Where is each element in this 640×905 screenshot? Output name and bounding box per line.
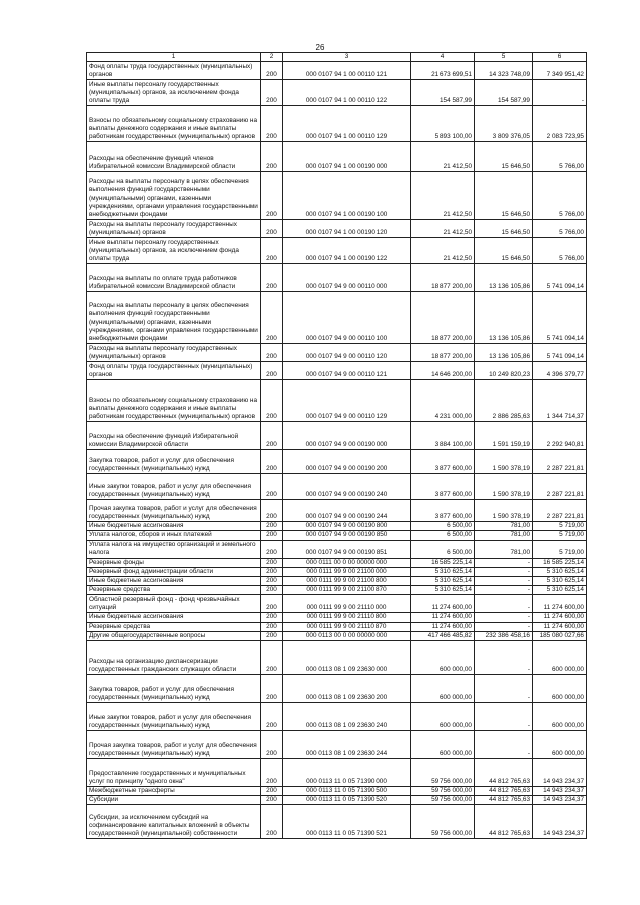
row-name-cell: Расходы на выплаты персоналу в целях обеспечения выполнения функций государственными (муниципальными) органами, казенными учреждениями, органами управления государственными внебюджетными фондами (87, 172, 261, 220)
row-code-cell: 000 0113 11 0 05 71390 521 (283, 805, 411, 839)
row-approved-cell: 21 412,50 (411, 238, 475, 264)
row-executed-cell: - (475, 675, 533, 703)
row-executed-cell: 15 646,50 (475, 220, 533, 238)
row-executed-cell: 2 886 285,63 (475, 380, 533, 422)
table-row (87, 613, 587, 622)
row-code-cell: 000 0107 94 9 00 00110 121 (283, 362, 411, 380)
row-approved-cell: 154 587,99 (411, 80, 475, 106)
row-ved-cell: 200 (261, 172, 283, 220)
row-executed-cell: - (475, 595, 533, 613)
row-name-cell: Уплата налогов, сборов и иных платежей (87, 531, 261, 540)
row-approved-cell: 6 500,00 (411, 531, 475, 540)
row-remaining-cell: 185 080 027,66 (533, 631, 587, 640)
row-executed-cell: 15 646,50 (475, 238, 533, 264)
row-executed-cell: 44 812 765,63 (475, 787, 533, 796)
row-ved-cell: 200 (261, 641, 283, 675)
row-remaining-cell: 5 766,00 (533, 172, 587, 220)
row-code-cell: 000 0111 99 9 00 21110 800 (283, 613, 411, 622)
row-approved-cell: 3 884 100,00 (411, 422, 475, 450)
table-row (87, 172, 587, 220)
row-executed-cell: - (475, 586, 533, 595)
row-approved-cell: 14 646 200,00 (411, 362, 475, 380)
row-name-cell: Иные закупки товаров, работ и услуг для обеспечения государственных (муниципальных) нужд (87, 474, 261, 500)
row-code-cell: 000 0107 94 1 00 00190 120 (283, 220, 411, 238)
row-name-cell: Фонд оплаты труда государственных (муниципальных) органов (87, 362, 261, 380)
row-name-cell: Расходы на обеспечение функций Избирательной комиссии Владимирской области (87, 422, 261, 450)
row-ved-cell: 200 (261, 142, 283, 172)
table-row (87, 577, 587, 586)
row-remaining-cell: - (533, 80, 587, 106)
row-remaining-cell: 5 741 094,14 (533, 292, 587, 344)
row-remaining-cell: 11 274 600,00 (533, 613, 587, 622)
table-row (87, 380, 587, 422)
row-ved-cell: 200 (261, 522, 283, 531)
row-executed-cell: 1 590 378,19 (475, 474, 533, 500)
table-row (87, 238, 587, 264)
row-name-cell: Резервные фонды (87, 558, 261, 567)
row-ved-cell: 200 (261, 613, 283, 622)
row-executed-cell: - (475, 731, 533, 759)
row-approved-cell: 21 412,50 (411, 142, 475, 172)
row-name-cell: Расходы на выплаты персоналу в целях обеспечения выполнения функций государственными (муниципальными) органами, казенными учреждениями, органами управления государственными внебюджетными фондами (87, 292, 261, 344)
row-approved-cell: 11 274 600,00 (411, 613, 475, 622)
row-name-cell: Субсидии, за исключением субсидий на софинансирование капитальных вложений в объекты государственной (муниципальной) собственности (87, 805, 261, 839)
row-code-cell: 000 0111 99 9 00 21100 000 (283, 567, 411, 576)
table-body (87, 62, 587, 839)
row-executed-cell: - (475, 703, 533, 731)
row-remaining-cell: 5 719,00 (533, 522, 587, 531)
row-remaining-cell: 14 943 234,37 (533, 796, 587, 805)
table-row (87, 106, 587, 142)
row-approved-cell: 600 000,00 (411, 731, 475, 759)
row-name-cell: Иные бюджетные ассигнования (87, 522, 261, 531)
row-ved-cell: 200 (261, 238, 283, 264)
row-executed-cell: 44 812 765,63 (475, 805, 533, 839)
row-ved-cell: 200 (261, 796, 283, 805)
table-row (87, 622, 587, 631)
row-ved-cell: 200 (261, 586, 283, 595)
row-code-cell: 000 0111 00 0 00 00000 000 (283, 558, 411, 567)
row-code-cell: 000 0107 94 9 00 00190 200 (283, 450, 411, 474)
row-approved-cell: 16 585 225,14 (411, 558, 475, 567)
row-code-cell: 000 0113 08 1 09 23630 200 (283, 675, 411, 703)
row-approved-cell: 6 500,00 (411, 540, 475, 558)
row-executed-cell: - (475, 641, 533, 675)
table-row (87, 703, 587, 731)
row-approved-cell: 600 000,00 (411, 703, 475, 731)
table-row (87, 641, 587, 675)
row-code-cell: 000 0113 11 0 05 71390 500 (283, 787, 411, 796)
row-ved-cell: 200 (261, 540, 283, 558)
table-row (87, 796, 587, 805)
row-approved-cell: 59 756 000,00 (411, 759, 475, 787)
row-remaining-cell: 16 585 225,14 (533, 558, 587, 567)
row-remaining-cell: 5 741 094,14 (533, 344, 587, 362)
table-row (87, 586, 587, 595)
row-ved-cell: 200 (261, 675, 283, 703)
table-row (87, 522, 587, 531)
row-ved-cell: 200 (261, 622, 283, 631)
row-executed-cell: 13 136 105,86 (475, 292, 533, 344)
row-remaining-cell: 600 000,00 (533, 675, 587, 703)
table-row (87, 344, 587, 362)
row-code-cell: 000 0107 94 9 00 00110 129 (283, 380, 411, 422)
table-row (87, 631, 587, 640)
row-approved-cell: 18 877 200,00 (411, 344, 475, 362)
row-approved-cell: 600 000,00 (411, 641, 475, 675)
row-ved-cell: 200 (261, 787, 283, 796)
row-name-cell: Расходы на выплаты персоналу государственных (муниципальных) органов (87, 220, 261, 238)
row-remaining-cell: 2 287 221,81 (533, 450, 587, 474)
row-code-cell: 000 0113 00 0 00 00000 000 (283, 631, 411, 640)
row-code-cell: 000 0107 94 9 00 00190 850 (283, 531, 411, 540)
row-approved-cell: 11 274 600,00 (411, 622, 475, 631)
row-name-cell: Расходы на организацию диспансеризации государственных гражданских служащих области (87, 641, 261, 675)
row-name-cell: Другие общегосударственные вопросы (87, 631, 261, 640)
page-number: 26 (315, 43, 325, 52)
row-name-cell: Взносы по обязательному социальному страхованию на выплаты денежного содержания и иные выплаты работникам государственных (муниципальных) органов (87, 380, 261, 422)
row-code-cell: 000 0107 94 9 00 00190 800 (283, 522, 411, 531)
row-ved-cell: 200 (261, 595, 283, 613)
row-executed-cell: 15 646,50 (475, 172, 533, 220)
row-remaining-cell: 5 310 625,14 (533, 577, 587, 586)
table-row (87, 567, 587, 576)
row-approved-cell: 11 274 600,00 (411, 595, 475, 613)
row-name-cell: Фонд оплаты труда государственных (муниципальных) органов (87, 62, 261, 80)
row-executed-cell: - (475, 613, 533, 622)
row-name-cell: Прочая закупка товаров, работ и услуг для обеспечения государственных (муниципальных) нужд (87, 500, 261, 522)
row-name-cell: Резервный фонд администрации области (87, 567, 261, 576)
column-header: 5 (475, 53, 533, 62)
table-row (87, 787, 587, 796)
row-ved-cell: 200 (261, 759, 283, 787)
row-code-cell: 000 0107 94 9 00 00110 100 (283, 292, 411, 344)
row-code-cell: 000 0107 94 9 00 00190 240 (283, 474, 411, 500)
row-code-cell: 000 0107 94 1 00 00110 122 (283, 80, 411, 106)
row-remaining-cell: 11 274 600,00 (533, 622, 587, 631)
budget-execution-table (86, 52, 587, 839)
row-remaining-cell: 2 287 221,81 (533, 474, 587, 500)
row-ved-cell: 200 (261, 500, 283, 522)
row-approved-cell: 6 500,00 (411, 522, 475, 531)
row-approved-cell: 59 756 000,00 (411, 787, 475, 796)
table-row (87, 264, 587, 292)
row-code-cell: 000 0107 94 9 00 00190 244 (283, 500, 411, 522)
row-remaining-cell: 2 287 221,81 (533, 500, 587, 522)
column-header: 1 (87, 53, 261, 62)
row-name-cell: Расходы на обеспечение функций членов Избирательной комиссии Владимирской области (87, 142, 261, 172)
row-remaining-cell: 14 943 234,37 (533, 759, 587, 787)
row-ved-cell: 200 (261, 731, 283, 759)
row-name-cell: Иные закупки товаров, работ и услуг для обеспечения государственных (муниципальных) нужд (87, 703, 261, 731)
row-approved-cell: 18 877 200,00 (411, 264, 475, 292)
row-name-cell: Иные выплаты персоналу государственных (муниципальных) органов, за исключением фонда оплаты труда (87, 80, 261, 106)
row-name-cell: Закупка товаров, работ и услуг для обеспечения государственных (муниципальных) нужд (87, 675, 261, 703)
row-code-cell: 000 0111 99 9 00 21110 000 (283, 595, 411, 613)
row-code-cell: 000 0111 99 9 00 21110 870 (283, 622, 411, 631)
row-executed-cell: 13 136 105,86 (475, 344, 533, 362)
row-name-cell: Резервные средства (87, 586, 261, 595)
row-ved-cell: 200 (261, 106, 283, 142)
row-code-cell: 000 0107 94 9 00 00110 000 (283, 264, 411, 292)
row-ved-cell: 200 (261, 531, 283, 540)
row-remaining-cell: 600 000,00 (533, 703, 587, 731)
table-row (87, 292, 587, 344)
row-name-cell: Расходы на выплаты персоналу государственных (муниципальных) органов (87, 344, 261, 362)
table-row (87, 422, 587, 450)
row-name-cell: Резервные средства (87, 622, 261, 631)
row-executed-cell: 781,00 (475, 522, 533, 531)
table-header-row (87, 53, 587, 62)
row-name-cell: Предоставление государственных и муниципальных услуг по принципу "одного окна" (87, 759, 261, 787)
row-code-cell: 000 0107 94 1 00 00110 121 (283, 62, 411, 80)
row-executed-cell: 10 249 820,23 (475, 362, 533, 380)
row-name-cell: Межбюджетные трансферты (87, 787, 261, 796)
row-executed-cell: - (475, 558, 533, 567)
row-approved-cell: 21 412,50 (411, 220, 475, 238)
table-row (87, 759, 587, 787)
row-code-cell: 000 0107 94 1 00 00190 100 (283, 172, 411, 220)
row-approved-cell: 21 673 699,51 (411, 62, 475, 80)
table-row (87, 805, 587, 839)
column-header: 4 (411, 53, 475, 62)
row-name-cell: Прочая закупка товаров, работ и услуг для обеспечения государственных (муниципальных) нужд (87, 731, 261, 759)
table-row (87, 500, 587, 522)
row-ved-cell: 200 (261, 474, 283, 500)
table-row (87, 540, 587, 558)
row-remaining-cell: 5 719,00 (533, 531, 587, 540)
table-row (87, 731, 587, 759)
row-approved-cell: 417 466 485,82 (411, 631, 475, 640)
row-remaining-cell: 600 000,00 (533, 641, 587, 675)
row-remaining-cell: 5 741 094,14 (533, 264, 587, 292)
row-remaining-cell: 5 310 625,14 (533, 586, 587, 595)
table-row (87, 142, 587, 172)
table-row (87, 531, 587, 540)
row-remaining-cell: 2 292 940,81 (533, 422, 587, 450)
table-row (87, 675, 587, 703)
row-ved-cell: 200 (261, 567, 283, 576)
table-row (87, 220, 587, 238)
row-remaining-cell: 14 943 234,37 (533, 787, 587, 796)
row-executed-cell: 1 590 378,19 (475, 500, 533, 522)
row-code-cell: 000 0113 08 1 09 23630 244 (283, 731, 411, 759)
row-ved-cell: 200 (261, 631, 283, 640)
row-ved-cell: 200 (261, 422, 283, 450)
row-executed-cell: 781,00 (475, 531, 533, 540)
row-remaining-cell: 600 000,00 (533, 731, 587, 759)
row-approved-cell: 600 000,00 (411, 675, 475, 703)
row-name-cell: Уплата налога на имущество организаций и земельного налога (87, 540, 261, 558)
row-ved-cell: 200 (261, 362, 283, 380)
row-remaining-cell: 5 766,00 (533, 220, 587, 238)
row-code-cell: 000 0111 99 9 00 21100 870 (283, 586, 411, 595)
row-executed-cell: 15 646,50 (475, 142, 533, 172)
row-executed-cell: 1 591 159,19 (475, 422, 533, 450)
row-executed-cell: 3 809 376,05 (475, 106, 533, 142)
row-executed-cell: - (475, 577, 533, 586)
row-executed-cell: 14 323 748,09 (475, 62, 533, 80)
column-header: 3 (283, 53, 411, 62)
row-approved-cell: 59 756 000,00 (411, 805, 475, 839)
row-executed-cell: - (475, 622, 533, 631)
row-approved-cell: 3 877 600,00 (411, 450, 475, 474)
row-code-cell: 000 0113 11 0 05 71390 520 (283, 796, 411, 805)
row-executed-cell: 1 590 378,19 (475, 450, 533, 474)
table-row (87, 558, 587, 567)
row-name-cell: Расходы на выплаты по оплате труда работников Избирательной комиссии Владимирской области (87, 264, 261, 292)
row-approved-cell: 4 231 000,00 (411, 380, 475, 422)
row-ved-cell: 200 (261, 703, 283, 731)
row-ved-cell: 200 (261, 450, 283, 474)
table-row (87, 474, 587, 500)
column-header: 2 (261, 53, 283, 62)
row-approved-cell: 5 893 100,00 (411, 106, 475, 142)
row-ved-cell: 200 (261, 380, 283, 422)
row-executed-cell: 232 386 458,16 (475, 631, 533, 640)
row-approved-cell: 3 877 600,00 (411, 500, 475, 522)
row-executed-cell: 781,00 (475, 540, 533, 558)
row-code-cell: 000 0107 94 1 00 00190 000 (283, 142, 411, 172)
row-executed-cell: 44 812 765,63 (475, 796, 533, 805)
row-name-cell: Иные бюджетные ассигнования (87, 613, 261, 622)
row-ved-cell: 200 (261, 292, 283, 344)
table-row (87, 80, 587, 106)
row-code-cell: 000 0107 94 9 00 00110 120 (283, 344, 411, 362)
row-approved-cell: 5 310 625,14 (411, 567, 475, 576)
row-ved-cell: 200 (261, 220, 283, 238)
row-remaining-cell: 5 310 625,14 (533, 567, 587, 576)
row-name-cell: Закупка товаров, работ и услуг для обеспечения государственных (муниципальных) нужд (87, 450, 261, 474)
row-name-cell: Областной резервный фонд - фонд чрезвычайных ситуаций (87, 595, 261, 613)
row-remaining-cell: 5 766,00 (533, 238, 587, 264)
row-remaining-cell: 5 766,00 (533, 142, 587, 172)
row-name-cell: Иные выплаты персоналу государственных (муниципальных) органов, за исключением фонда оплаты труда (87, 238, 261, 264)
row-code-cell: 000 0107 94 1 00 00110 129 (283, 106, 411, 142)
row-code-cell: 000 0113 11 0 05 71390 000 (283, 759, 411, 787)
row-approved-cell: 59 756 000,00 (411, 796, 475, 805)
row-remaining-cell: 1 344 714,37 (533, 380, 587, 422)
row-approved-cell: 5 310 625,14 (411, 577, 475, 586)
row-approved-cell: 21 412,50 (411, 172, 475, 220)
row-code-cell: 000 0107 94 1 00 00190 122 (283, 238, 411, 264)
row-ved-cell: 200 (261, 577, 283, 586)
column-header: 6 (533, 53, 587, 62)
table-row (87, 62, 587, 80)
row-name-cell: Иные бюджетные ассигнования (87, 577, 261, 586)
row-ved-cell: 200 (261, 80, 283, 106)
row-approved-cell: 3 877 600,00 (411, 474, 475, 500)
table-row (87, 450, 587, 474)
row-remaining-cell: 14 943 234,37 (533, 805, 587, 839)
row-remaining-cell: 7 349 951,42 (533, 62, 587, 80)
row-executed-cell: 13 136 105,86 (475, 264, 533, 292)
row-code-cell: 000 0107 94 9 00 00190 000 (283, 422, 411, 450)
row-approved-cell: 5 310 625,14 (411, 586, 475, 595)
row-executed-cell: 44 812 765,63 (475, 759, 533, 787)
row-executed-cell: - (475, 567, 533, 576)
row-approved-cell: 18 877 200,00 (411, 292, 475, 344)
row-remaining-cell: 4 396 379,77 (533, 362, 587, 380)
table-row (87, 595, 587, 613)
row-ved-cell: 200 (261, 264, 283, 292)
table-row (87, 362, 587, 380)
row-ved-cell: 200 (261, 805, 283, 839)
row-remaining-cell: 5 719,00 (533, 540, 587, 558)
row-executed-cell: 154 587,99 (475, 80, 533, 106)
row-ved-cell: 200 (261, 62, 283, 80)
row-code-cell: 000 0111 99 9 00 21100 800 (283, 577, 411, 586)
row-code-cell: 000 0113 08 1 09 23630 000 (283, 641, 411, 675)
row-code-cell: 000 0107 94 9 00 00190 851 (283, 540, 411, 558)
row-remaining-cell: 2 083 723,95 (533, 106, 587, 142)
row-name-cell: Взносы по обязательному социальному страхованию на выплаты денежного содержания и иные выплаты работникам государственных (муниципальных) органов (87, 106, 261, 142)
row-name-cell: Субсидии (87, 796, 261, 805)
row-ved-cell: 200 (261, 558, 283, 567)
row-remaining-cell: 11 274 600,00 (533, 595, 587, 613)
row-ved-cell: 200 (261, 344, 283, 362)
row-code-cell: 000 0113 08 1 09 23630 240 (283, 703, 411, 731)
